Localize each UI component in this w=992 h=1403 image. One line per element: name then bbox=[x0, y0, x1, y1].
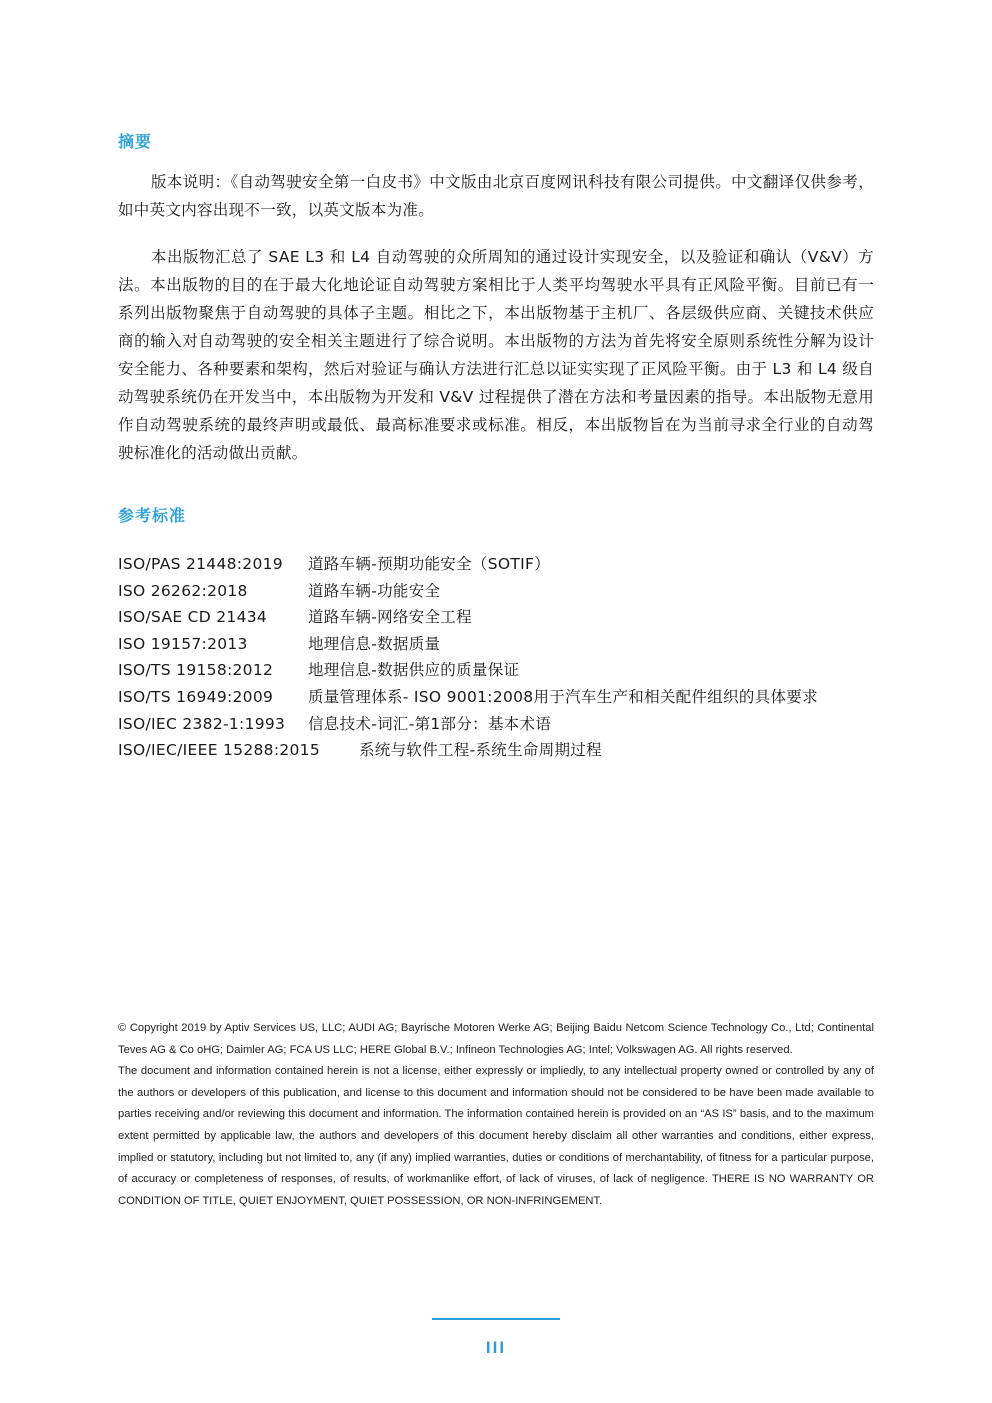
abstract-heading: 摘要 bbox=[118, 132, 153, 151]
page-number: III bbox=[485, 1338, 507, 1357]
reference-item bbox=[118, 737, 878, 764]
reference-item bbox=[118, 631, 878, 658]
reference-item bbox=[118, 657, 878, 684]
reference-code: ISO/IEC/IEEE 15288:2015 bbox=[118, 741, 320, 760]
reference-title: 信息技术-词汇-第1部分：基本术语 bbox=[308, 714, 552, 733]
abstract-paragraph: 本出版物汇总了 SAE L3 和 L4 自动驾驶的众所周知的通过设计实现安全，以及验证和确认（V&V）方法。本出版物的目的在于最大化地论证自动驾驶方案相比于人类平均驾驶水平具有正风险平衡。目前已有一系列出版物聚焦于自动驾驶的具体子主题。相比之下，本出版物基于主机厂、各层级供应商、关键技术供应商的输入对自动驾驶的安全相关主题进行了综合说明。本出版物的方法为首先将安全原则系统性分解为设计安全能力、各种要素和架构，然后对验证与确认方法进行汇总以证实实现了正风险平衡。由于 L3 和 L4 级自动驾驶系统仍在开发当中，本出版物为开发和 V&V 过程提供了潜在方法和考量因素的指导。本出版物无意用作自动驾驶系统的最终声明或最低、最高标准要求或标准。相反，本出版物旨在为当前寻求全行业的自动驾驶标准化的活动做出贡献。 bbox=[118, 248, 874, 462]
version-note-paragraph: 版本说明：《自动驾驶安全第一白皮书》中文版由北京百度网讯科技有限公司提供。中文翻译仅供参考，如中英文内容出现不一致，以英文版本为准。 bbox=[118, 173, 874, 219]
reference-code: ISO 19157:2013 bbox=[118, 634, 248, 653]
reference-title: 道路车辆-网络安全工程 bbox=[308, 608, 472, 627]
references-list bbox=[118, 551, 878, 764]
reference-title: 系统与软件工程-系统生命周期过程 bbox=[359, 741, 602, 760]
reference-item bbox=[118, 684, 878, 711]
reference-code: ISO/IEC 2382-1:1993 bbox=[118, 714, 286, 733]
reference-title: 道路车辆-功能安全 bbox=[308, 581, 441, 600]
reference-title: 地理信息-数据质量 bbox=[308, 634, 441, 653]
reference-code: ISO/TS 19158:2012 bbox=[118, 661, 274, 680]
reference-item bbox=[118, 604, 878, 631]
copyright-text: © Copyright 2019 by Aptiv Services US, LLC; AUDI AG; Bayrische Motoren Werke AG; Beijing Baidu Netcom Science Technology Co., Ltd; Continental Teves AG & Co oHG; Daimler AG; FCA US LLC; HERE Global B.V.; Infineon Technologies AG; Intel; Volkswagen AG. All rights reserved. bbox=[118, 1022, 874, 1056]
legal-notice bbox=[118, 1018, 874, 1212]
reference-title: 地理信息-数据供应的质量保证 bbox=[308, 661, 520, 680]
reference-item bbox=[118, 551, 878, 578]
reference-item bbox=[118, 578, 878, 605]
references-heading: 参考标准 bbox=[118, 506, 187, 525]
footer-divider bbox=[432, 1318, 560, 1320]
reference-code: ISO 26262:2018 bbox=[118, 581, 248, 600]
reference-item bbox=[118, 711, 878, 738]
reference-code: ISO/TS 16949:2009 bbox=[118, 687, 274, 706]
reference-title: 质量管理体系- ISO 9001:2008用于汽车生产和相关配件组织的具体要求 bbox=[308, 687, 818, 706]
reference-code: ISO/PAS 21448:2019 bbox=[118, 555, 283, 573]
reference-title: 道路车辆-预期功能安全（SOTIF） bbox=[308, 555, 550, 573]
disclaimer-text: The document and information contained herein is not a license, either expressly or impliedly, to any intellectual property owned or controlled by any of the authors or developers of this publication, and license to this document and information should not be considered to be have been made available to parties receiving and/or reviewing this document and information. The information contained herein is provided on an “AS IS” basis, and to the maximum extent permitted by applicable law, the authors and developers of this document hereby disclaim all other warranties and conditions, either express, implied or statutory, including but not limited to, any (if any) implied warranties, duties or conditions of merchantability, of fitness for a particular purpose, of accuracy or completeness of responses, of results, of workmanlike effort, of lack of viruses, of lack of negligence. THERE IS NO WARRANTY OR CONDITION OF TITLE, QUIET ENJOYMENT, QUIET POSSESSION, OR NON-INFRINGEMENT. bbox=[118, 1065, 874, 1207]
reference-code: ISO/SAE CD 21434 bbox=[118, 608, 268, 627]
